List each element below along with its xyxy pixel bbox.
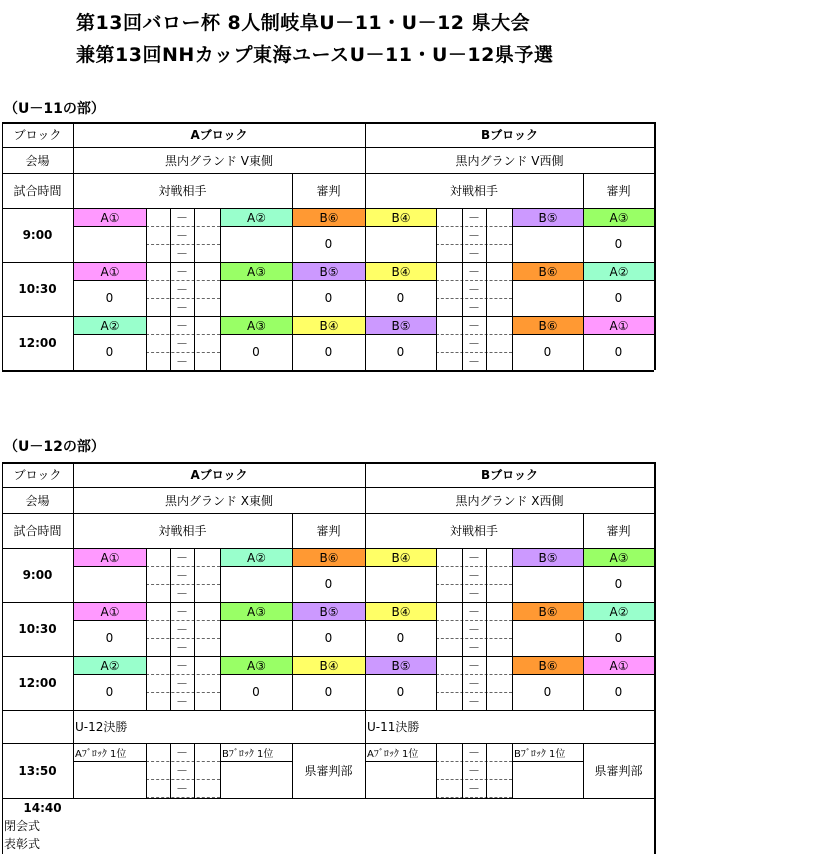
grid-hline [436, 352, 512, 353]
col-venue-label: 会場 [25, 153, 50, 168]
grid-vline [194, 316, 195, 370]
grid-vline [462, 262, 463, 316]
grid-vline [365, 122, 366, 370]
grid-vline [73, 462, 74, 798]
grid-vline [170, 656, 171, 710]
grid-hline [365, 226, 436, 227]
dash-separator: － [467, 658, 480, 673]
score-a-referee: 0 [324, 577, 333, 591]
grid-vline [462, 548, 463, 602]
grid-vline [436, 602, 437, 656]
grid-vline [436, 262, 437, 316]
dash-separator: － [467, 782, 480, 796]
col-venue-label: 会場 [25, 493, 50, 508]
closing-ceremony: 閉会式 [4, 818, 41, 833]
u11-section-label: （U－11の部） [4, 101, 105, 117]
team-b-referee: A② [583, 262, 655, 281]
score-b-away [512, 280, 583, 316]
score-a-home: 0 [105, 631, 114, 645]
dash-separator: － [175, 354, 188, 369]
grid-vline [462, 602, 463, 656]
grid-vline [512, 262, 513, 316]
grid-hline [2, 208, 654, 209]
grid-vline [146, 208, 147, 262]
dash-separator: － [467, 568, 480, 583]
score-a-referee: 0 [324, 345, 333, 359]
grid-hline [436, 584, 512, 585]
grid-vline [170, 316, 171, 370]
team-a-away: A③ [220, 602, 293, 621]
grid-hline [365, 674, 436, 675]
grid-vline [292, 513, 293, 548]
team-a-home: A① [73, 602, 147, 621]
team-a-referee: B④ [292, 316, 366, 335]
dash-separator: － [467, 622, 480, 637]
grid-vline [365, 462, 366, 710]
team-b-home: B④ [365, 602, 437, 621]
grid-vline [486, 743, 487, 798]
final-a-label: U-12決勝 [75, 720, 128, 734]
grid-hline [220, 761, 292, 762]
venue-a: 黒内グランド V東側 [164, 153, 274, 168]
grid-vline [220, 602, 221, 656]
grid-vline [512, 548, 513, 602]
dash-separator: － [175, 568, 188, 583]
dash-separator: － [467, 676, 480, 691]
dash-separator: － [467, 264, 480, 279]
grid-vline [194, 656, 195, 710]
grid-vline [220, 743, 221, 798]
grid-hline [146, 779, 220, 780]
grid-vline [292, 173, 293, 208]
team-b-home: B⑤ [365, 656, 437, 675]
dash-separator: － [467, 318, 480, 333]
opponent-a-label: 対戦相手 [158, 524, 207, 538]
grid-hline [365, 761, 436, 762]
final-b-away: Bﾌﾞﾛｯｸ 1位 [514, 748, 566, 760]
team-b-away: B⑤ [512, 208, 584, 227]
team-b-referee: A① [583, 656, 655, 675]
grid-hline [146, 226, 220, 227]
dash-separator: － [467, 282, 480, 297]
dash-separator: － [175, 282, 188, 297]
grid-vline [2, 122, 3, 370]
dash-separator: － [467, 550, 480, 565]
dash-separator: － [175, 318, 188, 333]
grid-vline [583, 316, 584, 370]
opponent-b-label: 対戦相手 [449, 524, 498, 538]
dash-separator: － [175, 228, 188, 243]
grid-vline [462, 316, 463, 370]
grid-vline [220, 208, 221, 262]
block-b-header: Bブロック [481, 468, 538, 482]
score-a-away [220, 566, 292, 602]
grid-vline [292, 262, 293, 316]
grid-vline [146, 262, 147, 316]
score-a-home [73, 566, 146, 602]
grid-vline [436, 208, 437, 262]
score-b-home [365, 226, 436, 262]
grid-hline [146, 566, 220, 567]
score-a-home: 0 [105, 291, 114, 305]
grid-vline [486, 262, 487, 316]
grid-vline [170, 743, 171, 798]
title-line-2: 兼第13回NHカップ東海ユースU－11・U－12県予選 [76, 44, 554, 66]
grid-hline [436, 620, 512, 621]
team-b-away: B⑤ [512, 548, 584, 567]
dash-separator: － [175, 763, 188, 778]
dash-separator: － [175, 246, 188, 261]
grid-hline [73, 761, 146, 762]
grid-hline [73, 566, 146, 567]
grid-vline [583, 208, 584, 262]
grid-hline [146, 280, 220, 281]
score-b-referee: 0 [614, 237, 623, 251]
dash-separator: － [175, 586, 188, 601]
grid-vline [486, 656, 487, 710]
dash-separator: － [175, 604, 188, 619]
team-a-referee: B⑥ [292, 548, 366, 567]
grid-vline [583, 602, 584, 656]
closing-time: 14:40 [23, 800, 62, 815]
final-a-home: Aﾌﾞﾛｯｸ 1位 [75, 748, 127, 760]
score-b-home: 0 [396, 291, 405, 305]
score-a-away [220, 620, 292, 656]
dash-separator: － [467, 763, 480, 778]
dash-separator: － [175, 694, 188, 709]
venue-b: 黒内グランド V西側 [455, 153, 564, 168]
score-a-away: 0 [252, 685, 260, 699]
grid-hline [73, 674, 146, 675]
grid-hline [2, 122, 654, 124]
block-a-header: Aブロック [190, 128, 248, 142]
grid-hline [146, 692, 220, 693]
grid-hline [365, 566, 436, 567]
grid-vline [292, 656, 293, 710]
score-b-home: 0 [396, 345, 405, 359]
team-a-away: A③ [220, 316, 293, 335]
grid-hline [436, 244, 512, 245]
team-a-home: A① [73, 548, 147, 567]
grid-vline [194, 743, 195, 798]
grid-vline [170, 602, 171, 656]
dash-separator: － [467, 300, 480, 315]
team-b-home: B④ [365, 548, 437, 567]
team-a-home: A① [73, 262, 147, 281]
col-block-label: ブロック [13, 468, 62, 482]
dash-separator: － [175, 676, 188, 691]
grid-vline [220, 656, 221, 710]
referee-b-label: 審判 [606, 524, 631, 538]
score-a-home: 0 [105, 345, 114, 359]
team-b-away: B⑥ [512, 262, 584, 281]
grid-hline [2, 147, 654, 148]
grid-vline [194, 602, 195, 656]
dash-separator: － [175, 264, 188, 279]
score-a-referee: 0 [324, 631, 333, 645]
opponent-b-label: 対戦相手 [449, 184, 498, 198]
dash-separator: － [175, 300, 188, 315]
team-a-away: A② [220, 208, 293, 227]
grid-vline [436, 316, 437, 370]
venue-a: 黒内グランド X東側 [164, 493, 274, 508]
grid-vline [583, 548, 584, 602]
score-b-home: 0 [396, 631, 405, 645]
dash-separator: － [467, 745, 480, 760]
award-ceremony: 表彰式 [4, 836, 41, 851]
grid-hline [2, 173, 654, 174]
col-block-label: ブロック [13, 128, 62, 142]
score-a-referee: 0 [324, 237, 333, 251]
score-b-away [512, 620, 583, 656]
grid-hline [436, 761, 512, 762]
grid-hline [2, 487, 654, 488]
dash-separator: － [175, 782, 188, 796]
grid-hline [436, 298, 512, 299]
team-a-referee: B⑤ [292, 602, 366, 621]
dash-separator: － [467, 586, 480, 601]
grid-vline [583, 656, 584, 710]
grid-vline [146, 602, 147, 656]
grid-hline [436, 226, 512, 227]
grid-hline [436, 674, 512, 675]
score-b-away: 0 [543, 685, 552, 699]
team-a-away: A② [220, 548, 293, 567]
team-b-referee: A③ [583, 548, 655, 567]
grid-hline [2, 513, 654, 514]
grid-vline [170, 208, 171, 262]
grid-vline [73, 122, 74, 370]
final-b-home: Aﾌﾞﾛｯｸ 1位 [367, 748, 419, 760]
grid-vline [486, 316, 487, 370]
grid-vline [292, 208, 293, 262]
team-a-home: A② [73, 656, 147, 675]
grid-hline [436, 692, 512, 693]
grid-hline [365, 334, 436, 335]
grid-vline [583, 513, 584, 548]
grid-hline [146, 761, 220, 762]
match-time: 12:00 [18, 336, 57, 350]
dash-separator: － [175, 336, 188, 351]
venue-b: 黒内グランド X西側 [455, 493, 564, 508]
dash-separator: － [467, 694, 480, 709]
grid-vline [146, 316, 147, 370]
grid-vline [194, 262, 195, 316]
match-time: 9:00 [22, 228, 53, 242]
grid-hline [365, 620, 436, 621]
grid-vline [292, 548, 293, 602]
team-b-home: B④ [365, 262, 437, 281]
grid-hline [2, 798, 654, 799]
grid-hline [146, 298, 220, 299]
team-a-referee: B⑤ [292, 262, 366, 281]
referee-b-label: 審判 [606, 184, 631, 198]
grid-vline [583, 262, 584, 316]
dash-separator: － [467, 336, 480, 351]
team-b-referee: A③ [583, 208, 655, 227]
grid-hline [73, 620, 146, 621]
score-a-away [220, 280, 292, 316]
score-b-referee: 0 [614, 685, 623, 699]
grid-hline [436, 280, 512, 281]
score-a-referee: 0 [324, 291, 333, 305]
block-a-header: Aブロック [190, 468, 248, 482]
grid-vline [486, 208, 487, 262]
opponent-a-label: 対戦相手 [158, 184, 207, 198]
team-b-referee: A② [583, 602, 655, 621]
match-time: 9:00 [22, 568, 53, 582]
team-a-away: A③ [220, 656, 293, 675]
grid-hline [512, 761, 583, 762]
grid-vline [292, 743, 293, 798]
grid-hline [73, 226, 146, 227]
team-b-away: B⑥ [512, 602, 584, 621]
score-b-home: 0 [396, 685, 405, 699]
grid-vline [462, 743, 463, 798]
col-time-label: 試合時間 [13, 184, 62, 198]
score-b-referee: 0 [614, 291, 623, 305]
grid-vline [486, 548, 487, 602]
final-a-referee: 県審判部 [304, 764, 353, 778]
final-b-label: U-11決勝 [367, 720, 420, 734]
score-a-away [220, 226, 292, 262]
final-b-referee: 県審判部 [594, 764, 643, 778]
team-a-away: A③ [220, 262, 293, 281]
grid-hline [436, 334, 512, 335]
team-a-referee: B⑥ [292, 208, 366, 227]
grid-vline [512, 316, 513, 370]
score-b-away: 0 [543, 345, 552, 359]
grid-vline [292, 602, 293, 656]
grid-hline [146, 244, 220, 245]
grid-hline [146, 638, 220, 639]
grid-vline [436, 548, 437, 602]
grid-vline [194, 208, 195, 262]
grid-hline [2, 370, 654, 372]
score-b-home [365, 566, 436, 602]
grid-vline [220, 316, 221, 370]
score-a-home: 0 [105, 685, 114, 699]
grid-hline [146, 674, 220, 675]
grid-hline [146, 620, 220, 621]
col-time-label: 試合時間 [13, 524, 62, 538]
grid-hline [146, 584, 220, 585]
match-time: 10:30 [18, 622, 57, 636]
grid-vline [512, 602, 513, 656]
grid-hline [146, 334, 220, 335]
grid-vline [146, 548, 147, 602]
grid-vline [146, 743, 147, 798]
grid-vline [170, 548, 171, 602]
grid-hline [436, 638, 512, 639]
dash-separator: － [175, 550, 188, 565]
title-line-1: 第13回バロー杯 8人制岐阜U－11・U－12 県大会 [76, 12, 531, 34]
dash-separator: － [467, 210, 480, 225]
grid-hline [73, 334, 146, 335]
grid-vline [436, 656, 437, 710]
dash-separator: － [467, 228, 480, 243]
grid-vline [462, 656, 463, 710]
score-b-away [512, 566, 583, 602]
grid-vline [583, 173, 584, 208]
team-b-home: B⑤ [365, 316, 437, 335]
dash-separator: － [175, 210, 188, 225]
score-b-referee: 0 [614, 577, 623, 591]
grid-vline [462, 208, 463, 262]
grid-vline [220, 262, 221, 316]
grid-vline [2, 462, 3, 854]
score-b-referee: 0 [614, 631, 623, 645]
grid-hline [146, 352, 220, 353]
dash-separator: － [175, 745, 188, 760]
final-a-away: Bﾌﾞﾛｯｸ 1位 [222, 748, 274, 760]
team-b-home: B④ [365, 208, 437, 227]
score-a-home [73, 226, 146, 262]
grid-vline [486, 602, 487, 656]
u12-section-label: （U－12の部） [4, 439, 105, 455]
team-a-home: A② [73, 316, 147, 335]
grid-hline [2, 548, 654, 549]
dash-separator: － [175, 622, 188, 637]
team-b-away: B⑥ [512, 656, 584, 675]
dash-separator: － [467, 604, 480, 619]
grid-hline [73, 280, 146, 281]
grid-vline [436, 743, 437, 798]
dash-separator: － [175, 658, 188, 673]
team-a-referee: B④ [292, 656, 366, 675]
score-b-away [512, 226, 583, 262]
dash-separator: － [467, 246, 480, 261]
referee-a-label: 審判 [316, 184, 341, 198]
grid-vline [583, 743, 584, 798]
grid-hline [365, 280, 436, 281]
grid-vline [170, 262, 171, 316]
team-b-away: B⑥ [512, 316, 584, 335]
grid-vline [220, 548, 221, 602]
match-time: 10:30 [18, 282, 57, 296]
grid-vline [512, 208, 513, 262]
grid-vline [194, 548, 195, 602]
score-a-away: 0 [252, 345, 260, 359]
grid-hline [436, 566, 512, 567]
score-b-referee: 0 [614, 345, 623, 359]
dash-separator: － [467, 640, 480, 655]
grid-vline [512, 743, 513, 798]
grid-vline [654, 462, 656, 854]
grid-hline [2, 462, 654, 464]
dash-separator: － [175, 640, 188, 655]
dash-separator: － [467, 354, 480, 369]
referee-a-label: 審判 [316, 524, 341, 538]
grid-vline [292, 316, 293, 370]
grid-hline [436, 779, 512, 780]
block-b-header: Bブロック [481, 128, 538, 142]
grid-vline [365, 710, 366, 798]
team-a-home: A① [73, 208, 147, 227]
grid-vline [654, 122, 656, 370]
match-time: 12:00 [18, 676, 57, 690]
final-time: 13:50 [18, 763, 57, 778]
grid-vline [512, 656, 513, 710]
grid-vline [146, 656, 147, 710]
team-b-referee: A① [583, 316, 655, 335]
score-a-referee: 0 [324, 685, 333, 699]
